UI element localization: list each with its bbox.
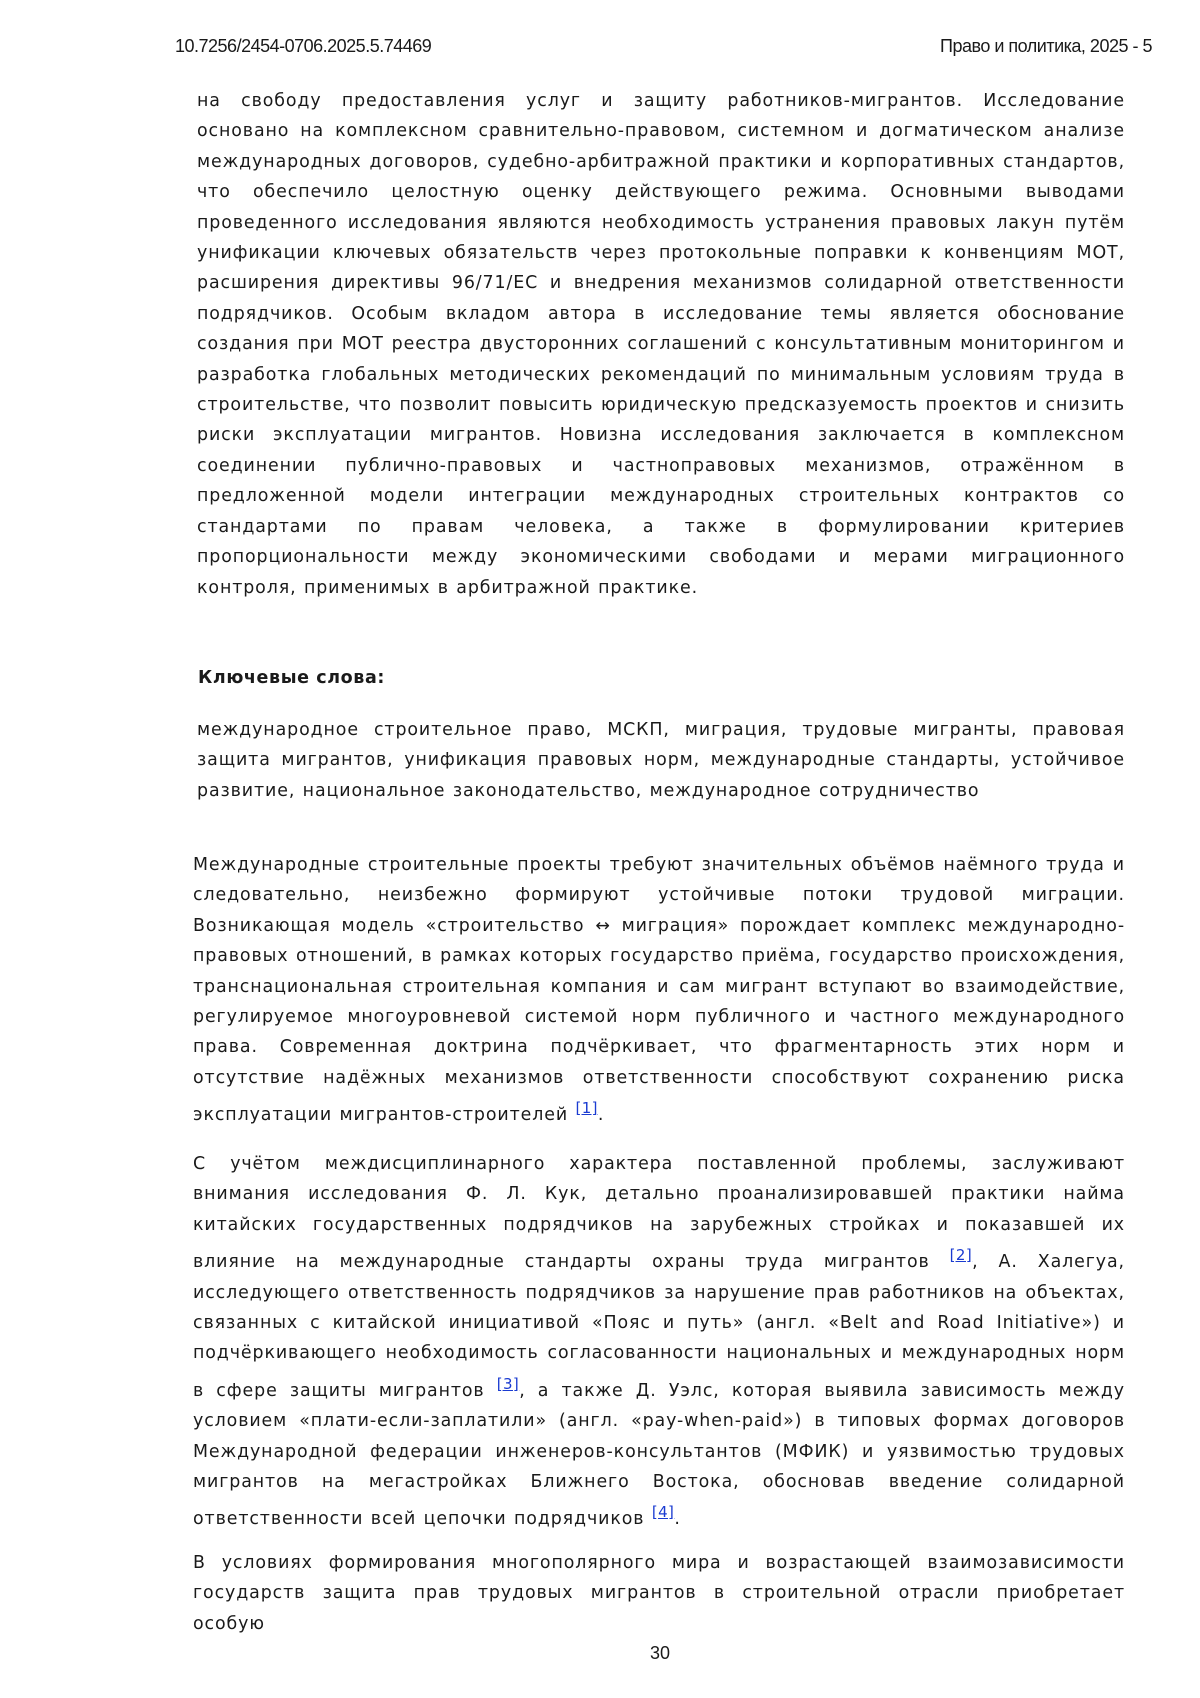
keywords-heading: Ключевые слова:: [198, 668, 385, 688]
keywords: [197, 715, 1125, 806]
paragraph: [193, 1149, 1125, 1535]
paragraph: [193, 850, 1125, 1131]
abstract: [197, 86, 1125, 603]
paragraph-end: .: [598, 1105, 604, 1125]
footnote-link-1[interactable]: [1]: [575, 1099, 597, 1117]
paragraph-text: В условиях формирования многополярного мира и возрастающей взаимозависимости государств защита прав трудовых мигрантов в строительной отрасли приобретает особую: [193, 1548, 1125, 1639]
body-paragraph-2: [193, 1149, 1125, 1535]
body-paragraph-3: [193, 1548, 1125, 1639]
footnote-link-4[interactable]: [4]: [652, 1503, 674, 1521]
paragraph-text-part-3: , а также Д. Уэлс, которая выявила зависимость между условием «плати-если-заплатили» (англ. «pay-when-paid») в типовых формах договоров Международной федерации инженеров-консультантов (МФИК) и уязвимостью трудовых мигрантов на мегастройках Ближнего Востока, обосновав введение солидарной ответственности всей цепочки подрядчиков: [193, 1381, 1125, 1530]
footnote-link-2[interactable]: [2]: [950, 1246, 972, 1264]
page-number: 30: [0, 1643, 1200, 1664]
abstract-text: на свободу предоставления услуг и защиту работников-мигрантов. Исследование основано на комплексном сравнительно-правовом, системном и догматическом анализе международных договоров, судебно-арбитражной практики и корпоративных стандартов, что обеспечило целостную оценку действующего режима. Основными выводами проведенного исследования являются необходимость устранения правовых лакун путём унификации ключевых обязательств через протокольные поправки к конвенциям МОТ, расширения директивы 96/71/ЕС и внедрения механизмов солидарной ответственности подрядчиков. Особым вкладом автора в исследование темы является обоснование создания при МОТ реестра двусторонних соглашений с консультативным мониторингом и разработка глобальных методических рекомендаций по минимальным условиям труда в строительстве, что позволит повысить юридическую предсказуемость проектов и снизить риски эксплуатации мигрантов. Новизна исследования заключается в комплексном соединении публично-правовых и частноправовых механизмов, отражённом в предложенной модели интеграции международных строительных контрактов со стандартами по правам человека, а также в формулировании критериев пропорциональности между экономическими свободами и мерами миграционного контроля, применимых в арбитражной практике.: [197, 86, 1125, 603]
body-paragraph-1: [193, 850, 1125, 1131]
footnote-link-3[interactable]: [3]: [497, 1375, 519, 1393]
paragraph-end: .: [674, 1509, 680, 1529]
doi-label: 10.7256/2454-0706.2025.5.74469: [175, 36, 431, 57]
paragraph-text: Международные строительные проекты требуют значительных объёмов наёмного труда и следовательно, неизбежно формируют устойчивые потоки трудовой миграции. Возникающая модель «строительство ↔ миграция» порождает комплекс международно-правовых отношений, в рамках которых государство приёма, государство происхождения, транснациональная строительная компания и сам мигрант вступают во взаимодействие, регулируемое многоуровневой системой норм публичного и частного международного права. Современная доктрина подчёркивает, что фрагментарность этих норм и отсутствие надёжных механизмов ответственности способствуют сохранению риска эксплуатации мигрантов-строителей: [193, 855, 1125, 1125]
page-header: [175, 36, 1152, 57]
journal-issue-label: Право и политика, 2025 - 5: [940, 36, 1152, 57]
paragraph-text-part-2: , А. Халегуа, исследующего ответственность подрядчиков за нарушение прав работников на объектах, связанных с китайской инициативой «Пояс и путь» (англ. «Belt and Road Initiative») и подчёркивающего необходимость согласованности национальных и международных норм в сфере защиты мигрантов: [193, 1252, 1125, 1401]
paragraph-text-part-1: С учётом междисциплинарного характера поставленной проблемы, заслуживают внимания исследования Ф. Л. Кук, детально проанализировавшей практики найма китайских государственных подрядчиков на зарубежных стройках и показавшей их влияние на международные стандарты охраны труда мигрантов: [193, 1154, 1125, 1272]
keywords-list: международное строительное право, МСКП, миграция, трудовые мигранты, правовая защита мигрантов, унификация правовых норм, международные стандарты, устойчивое развитие, национальное законодательство, международное сотрудничество: [197, 715, 1125, 806]
